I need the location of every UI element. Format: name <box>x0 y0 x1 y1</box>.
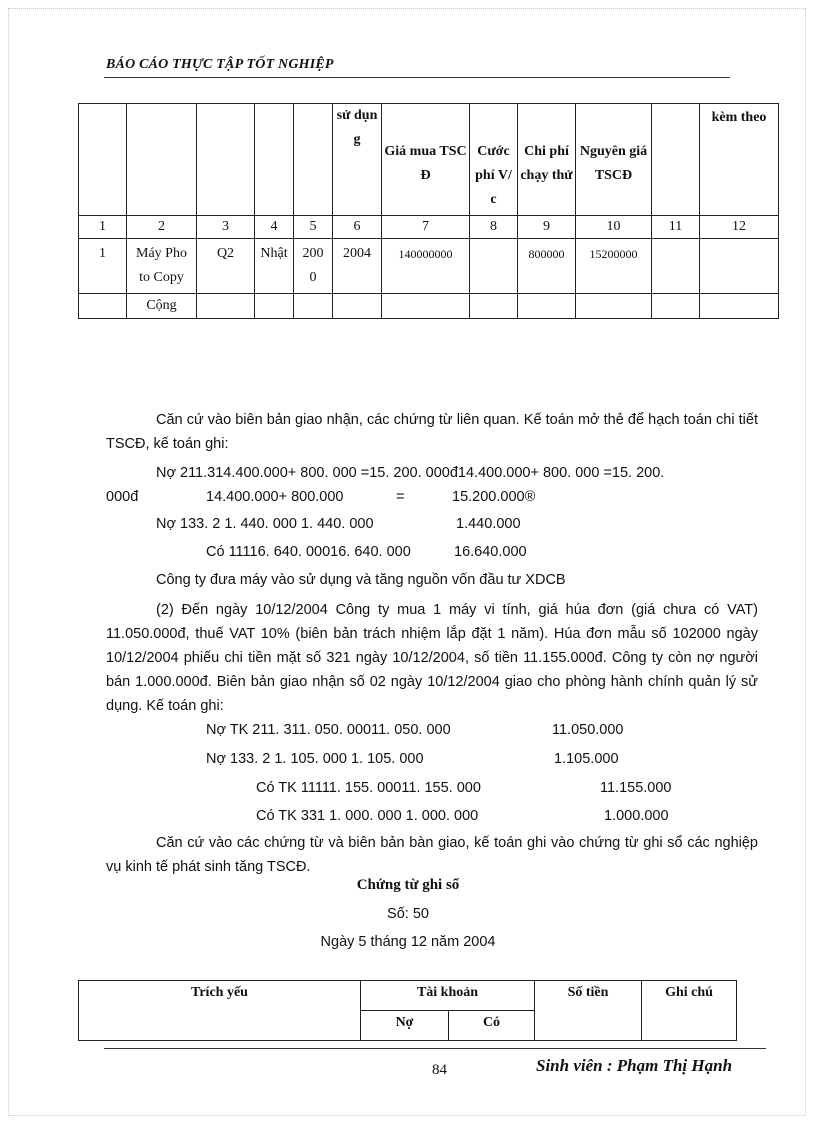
header-cell-usage: sử dụng <box>333 104 382 216</box>
voucher-col-account: Tài khoản <box>361 981 535 1011</box>
paragraph-usage: Công ty đưa máy vào sử dụng và tăng nguồn vốn đầu tư XDCB <box>156 572 566 588</box>
header-cell <box>197 104 255 216</box>
col-number: 9 <box>518 216 576 239</box>
entry-equals: = <box>396 489 405 505</box>
table-number-row <box>79 216 779 239</box>
header-cell-original-cost: Nguyên giá TSCĐ <box>576 104 652 216</box>
col-number: 10 <box>576 216 652 239</box>
cell-original-cost: 15200000 <box>576 239 652 294</box>
entry-debit-211-2-amount: 11.050.000 <box>552 722 624 738</box>
entry-credit-111: Có 11116. 640. 00016. 640. 000 <box>206 544 411 560</box>
voucher-title: Chứng từ ghi sổ <box>356 877 460 893</box>
entry-debit-133-amount: 1.440.000 <box>456 516 521 532</box>
header-rule <box>104 77 730 78</box>
voucher-header-row <box>79 981 737 1011</box>
cell-empty <box>197 294 255 319</box>
cell-code: Q2 <box>197 239 255 294</box>
cell-stt: 1 <box>79 239 127 294</box>
cell-shipping <box>470 239 518 294</box>
page-number: 84 <box>432 1062 447 1078</box>
cell-empty <box>382 294 470 319</box>
paragraph-intro: Căn cứ vào biên bản giao nhận, các chứng từ liên quan. Kế toán mở thẻ để hạch toán chi tiết TSCĐ, kế toán ghi: <box>106 412 758 452</box>
cell-trial-cost: 800000 <box>518 239 576 294</box>
entry-debit-211-cont: 000đ <box>106 489 139 505</box>
student-name: Sinh viên : Phạm Thị Hạnh <box>536 1056 733 1075</box>
entry-credit-111-2-amount: 11.155.000 <box>600 780 672 796</box>
voucher-col-note: Ghi chú <box>642 981 737 1041</box>
header-cell-shipping: Cước phí V/ c <box>470 104 518 216</box>
cell-asset-name: Máy Photo Copy <box>127 239 197 294</box>
voucher-table <box>78 980 737 1041</box>
voucher-date: Ngày 5 tháng 12 năm 2004 <box>320 934 496 950</box>
col-number: 3 <box>197 216 255 239</box>
header-cell <box>79 104 127 216</box>
voucher-col-amount: Số tiền <box>535 981 642 1041</box>
entry-credit-331: Có TK 331 1. 000. 000 1. 000. 000 <box>256 808 479 824</box>
voucher-col-credit: Có <box>449 1011 535 1041</box>
footer-rule <box>104 1048 766 1049</box>
cell-purchase-price: 140000000 <box>382 239 470 294</box>
cell-year-used: 2004 <box>333 239 382 294</box>
header-cell-attached: kèm theo <box>700 104 779 216</box>
entry-debit-211-sum: 14.400.000+ 800.000 <box>206 489 344 505</box>
cell-empty <box>294 294 333 319</box>
col-number: 4 <box>255 216 294 239</box>
entry-debit-211: Nợ 211.314.400.000+ 800. 000 =15. 200. 000đ14.400.000+ 800. 000 =15. 200. <box>156 465 665 481</box>
col-number: 12 <box>700 216 779 239</box>
asset-table <box>78 103 779 319</box>
voucher-number: Số: 50 <box>387 906 429 922</box>
table-row <box>79 239 779 294</box>
entry-debit-211-2: Nợ TK 211. 311. 050. 00011. 050. 000 <box>206 722 451 738</box>
cell-empty <box>652 239 700 294</box>
paragraph-voucher-note: Căn cứ vào các chứng từ và biên bản bàn giao, kế toán ghi vào chứng từ ghi sổ các nghiệp vụ kinh tế phát sinh tăng TSCĐ. <box>106 835 758 875</box>
entry-credit-111-amount: 16.640.000 <box>454 544 527 560</box>
table-total-row <box>79 294 779 319</box>
header-cell <box>652 104 700 216</box>
col-number: 6 <box>333 216 382 239</box>
col-number: 2 <box>127 216 197 239</box>
entry-debit-133: Nợ 133. 2 1. 440. 000 1. 440. 000 <box>156 516 374 532</box>
cell-empty <box>576 294 652 319</box>
col-number: 1 <box>79 216 127 239</box>
voucher-col-summary: Trích yếu <box>79 981 361 1041</box>
cell-empty <box>79 294 127 319</box>
entry-debit-211-total: 15.200.000® <box>452 489 536 505</box>
cell-empty <box>700 239 779 294</box>
entry-debit-133-2: Nợ 133. 2 1. 105. 000 1. 105. 000 <box>206 751 424 767</box>
header-cell-purchase-price: Giá mua TSCĐ <box>382 104 470 216</box>
cell-empty <box>518 294 576 319</box>
col-number: 8 <box>470 216 518 239</box>
paragraph-purchase: (2) Đến ngày 10/12/2004 Công ty mua 1 máy vi tính, giá húa đơn (giá chưa có VAT) 11.050.000đ, thuế VAT 10% (biên bản trách nhiệm lắp đặt 1 năm). Húa đơn mẫu số 102000 ngày 10/12/2004 phiếu chi tiền mặt số 321 ngày 10/12/2004, số tiền 11.155.000đ. Công ty còn nợ người bán 1.000.000đ. Biên bản giao nhận số 02 ngày 10/12/2004 giao cho phòng hành chính quản lý sử dụng. Kế toán ghi: <box>106 602 758 714</box>
cell-year-made: 2000 <box>294 239 333 294</box>
cell-empty <box>652 294 700 319</box>
col-number: 7 <box>382 216 470 239</box>
cell-origin: Nhật <box>255 239 294 294</box>
header-cell <box>294 104 333 216</box>
total-label: Cộng <box>127 294 197 319</box>
cell-empty <box>470 294 518 319</box>
cell-empty <box>255 294 294 319</box>
cell-empty <box>333 294 382 319</box>
entry-credit-111-2: Có TK 11111. 155. 00011. 155. 000 <box>256 780 481 796</box>
entry-credit-331-amount: 1.000.000 <box>604 808 669 824</box>
entry-debit-133-2-amount: 1.105.000 <box>554 751 619 767</box>
table-header-row <box>79 104 779 216</box>
voucher-col-debit: Nợ <box>361 1011 449 1041</box>
header-cell-trial-cost: Chi phí chạy thử <box>518 104 576 216</box>
col-number: 5 <box>294 216 333 239</box>
col-number: 11 <box>652 216 700 239</box>
cell-empty <box>700 294 779 319</box>
report-header: BÁO CÁO THỰC TẬP TỐT NGHIỆP <box>106 57 334 72</box>
header-cell <box>255 104 294 216</box>
header-cell <box>127 104 197 216</box>
